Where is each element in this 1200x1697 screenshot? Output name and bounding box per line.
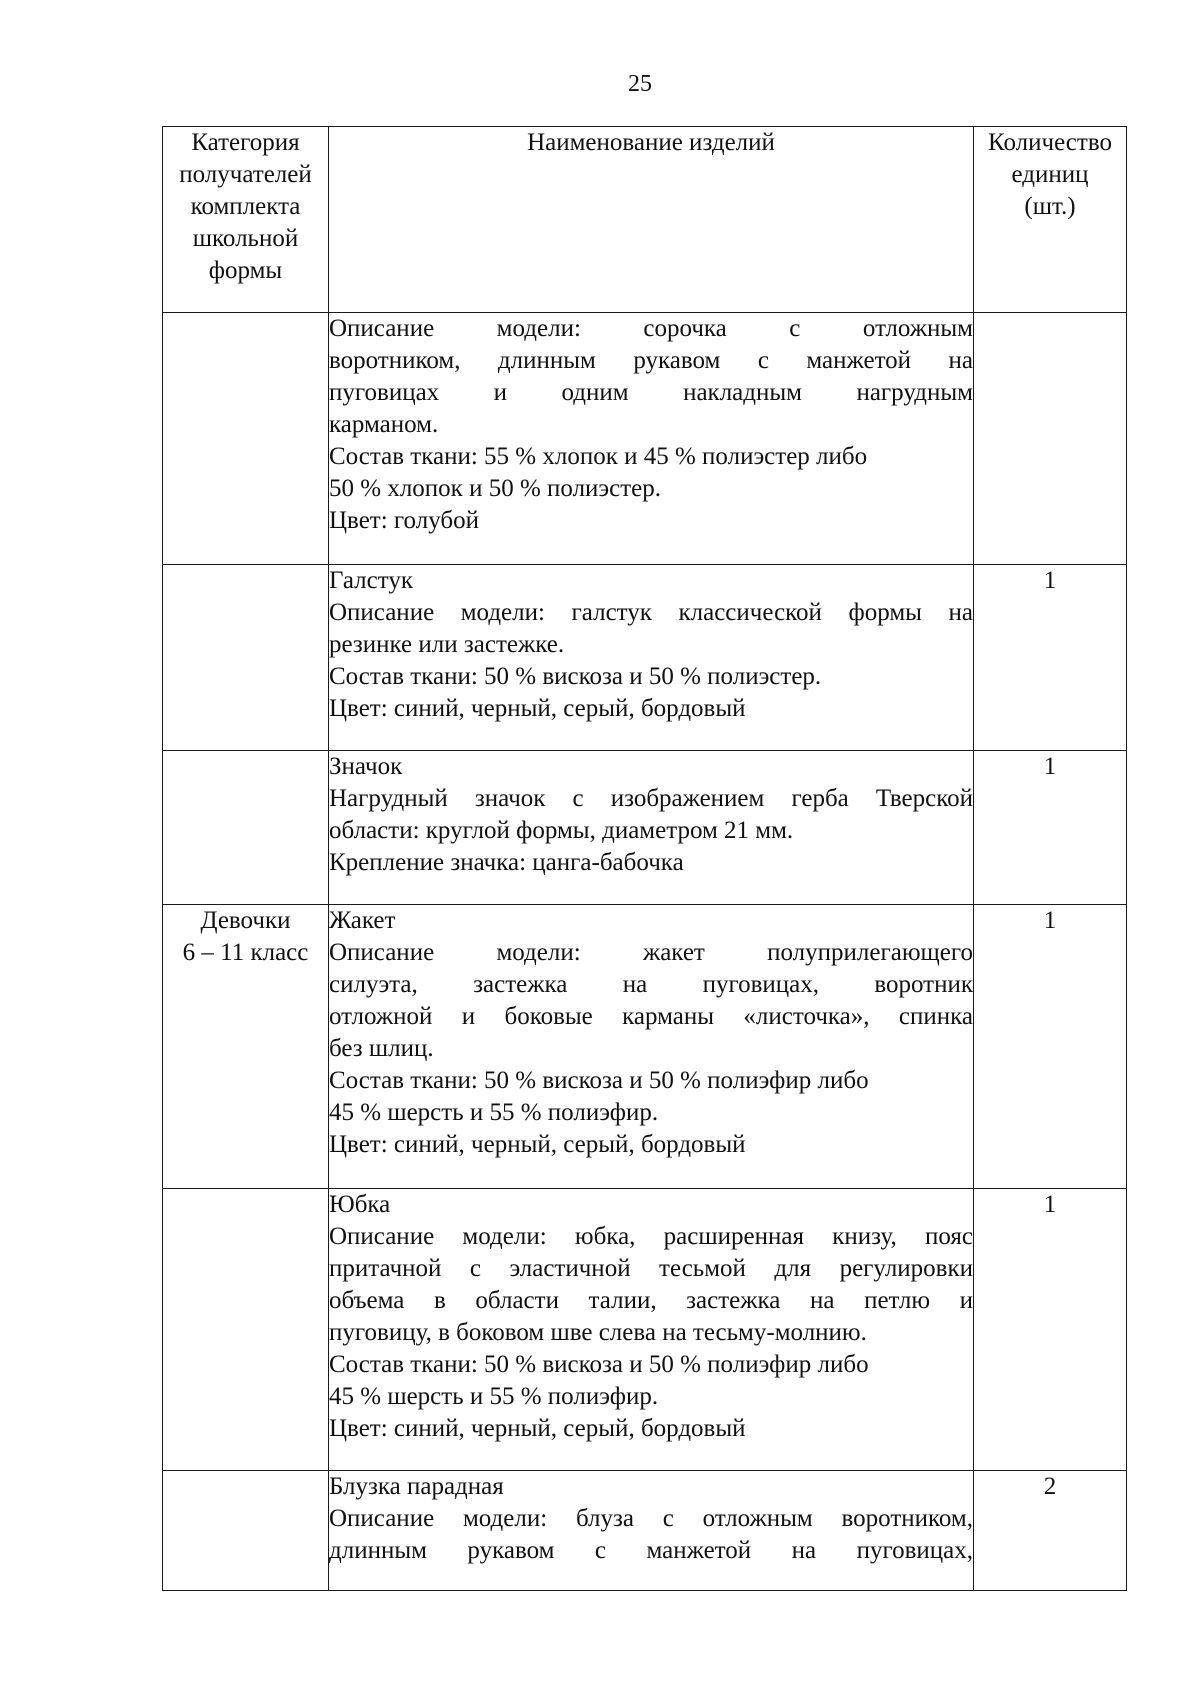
item-description-cell	[329, 313, 974, 565]
category-cell	[163, 313, 329, 565]
table-row	[163, 905, 1127, 1189]
category-cell	[163, 905, 329, 1189]
description-line: 45 % шерсть и 55 % полиэфир.	[329, 1383, 659, 1410]
header-category-line: комплекта	[190, 193, 301, 220]
table-header-row	[163, 127, 1127, 313]
category-cell	[163, 565, 329, 751]
quantity-cell: 1	[974, 565, 1127, 751]
category-cell	[163, 1471, 329, 1591]
description-line: Нагрудный значок с изображением герба Тверской	[329, 785, 973, 812]
header-quantity-cell	[974, 127, 1127, 313]
description-line: Описание модели: юбка, расширенная книзу, пояс	[329, 1223, 973, 1250]
description-line: силуэта, застежка на пуговицах, воротник	[329, 971, 973, 998]
item-description-cell	[329, 905, 974, 1189]
description-line: Состав ткани: 50 % вискоза и 50 % полиэфир либо	[329, 1351, 869, 1378]
description-line: резинке или застежке.	[329, 631, 565, 658]
description-line: воротником, длинным рукавом с манжетой на	[329, 347, 973, 374]
table-row	[163, 751, 1127, 905]
header-quantity-line: (шт.)	[1024, 193, 1076, 220]
description-line: без шлиц.	[329, 1035, 434, 1062]
header-quantity-line: Количество	[988, 129, 1112, 156]
item-title: Юбка	[329, 1191, 391, 1218]
quantity-cell: 1	[974, 1189, 1127, 1471]
description-line: Описание модели: сорочка с отложным	[329, 315, 973, 342]
table-row	[163, 313, 1127, 565]
description-line: Цвет: синий, черный, серый, бордовый	[329, 695, 746, 722]
quantity-cell: 2	[974, 1471, 1127, 1591]
item-description-cell	[329, 565, 974, 751]
item-description-cell	[329, 1189, 974, 1471]
description-line: Цвет: голубой	[329, 507, 479, 534]
description-line: Описание модели: жакет полуприлегающего	[329, 939, 973, 966]
description-line: Описание модели: галстук классической формы на	[329, 599, 973, 626]
description-line: Крепление значка: цанга-бабочка	[329, 849, 684, 876]
school-uniform-table	[162, 126, 1127, 1591]
description-line: пуговицах и одним накладным нагрудным	[329, 379, 973, 406]
description-line: области: круглой формы, диаметром 21 мм.	[329, 817, 794, 844]
page-number: 25	[628, 71, 652, 97]
item-description-cell	[329, 1471, 974, 1591]
description-line: 45 % шерсть и 55 % полиэфир.	[329, 1099, 659, 1126]
header-name-text: Наименование изделий	[527, 129, 775, 156]
description-line: Состав ткани: 50 % вискоза и 50 % полиэстер.	[329, 663, 822, 690]
header-quantity-line: единиц	[1011, 161, 1089, 188]
item-title: Жакет	[329, 907, 396, 934]
description-line: длинным рукавом с манжетой на пуговицах,	[329, 1537, 973, 1564]
item-title: Галстук	[329, 567, 413, 594]
header-category-line: Категория	[191, 129, 300, 156]
header-category-line: получателей	[179, 161, 312, 188]
description-line: Состав ткани: 55 % хлопок и 45 % полиэстер либо	[329, 443, 868, 470]
description-line: объема в области талии, застежка на петлю и	[329, 1287, 973, 1314]
description-line: притачной с эластичной тесьмой для регулировки	[329, 1255, 973, 1282]
header-category-line: формы	[208, 257, 283, 284]
item-title: Блузка парадная	[329, 1473, 504, 1500]
header-category-line: школьной	[192, 225, 299, 252]
table-row	[163, 565, 1127, 751]
category-cell	[163, 751, 329, 905]
item-title: Значок	[329, 753, 403, 780]
description-line: 50 % хлопок и 50 % полиэстер.	[329, 475, 662, 502]
description-line: отложной и боковые карманы «листочка», спинка	[329, 1003, 973, 1030]
table-row	[163, 1471, 1127, 1591]
category-cell	[163, 1189, 329, 1471]
description-line: Цвет: синий, черный, серый, бордовый	[329, 1131, 746, 1158]
item-description-cell	[329, 751, 974, 905]
quantity-cell: 1	[974, 905, 1127, 1189]
category-line: Девочки	[200, 907, 291, 934]
quantity-cell: 1	[974, 751, 1127, 905]
quantity-cell	[974, 313, 1127, 565]
category-line: 6 – 11 класс	[182, 939, 309, 966]
table-row	[163, 1189, 1127, 1471]
header-name-cell	[329, 127, 974, 313]
description-line: Описание модели: блуза с отложным воротником,	[329, 1505, 973, 1532]
description-line: пуговицу, в боковом шве слева на тесьму-молнию.	[329, 1319, 867, 1346]
description-line: Цвет: синий, черный, серый, бордовый	[329, 1415, 746, 1442]
description-line: карманом.	[329, 411, 439, 438]
description-line: Состав ткани: 50 % вискоза и 50 % полиэфир либо	[329, 1067, 869, 1094]
header-category-cell	[163, 127, 329, 313]
